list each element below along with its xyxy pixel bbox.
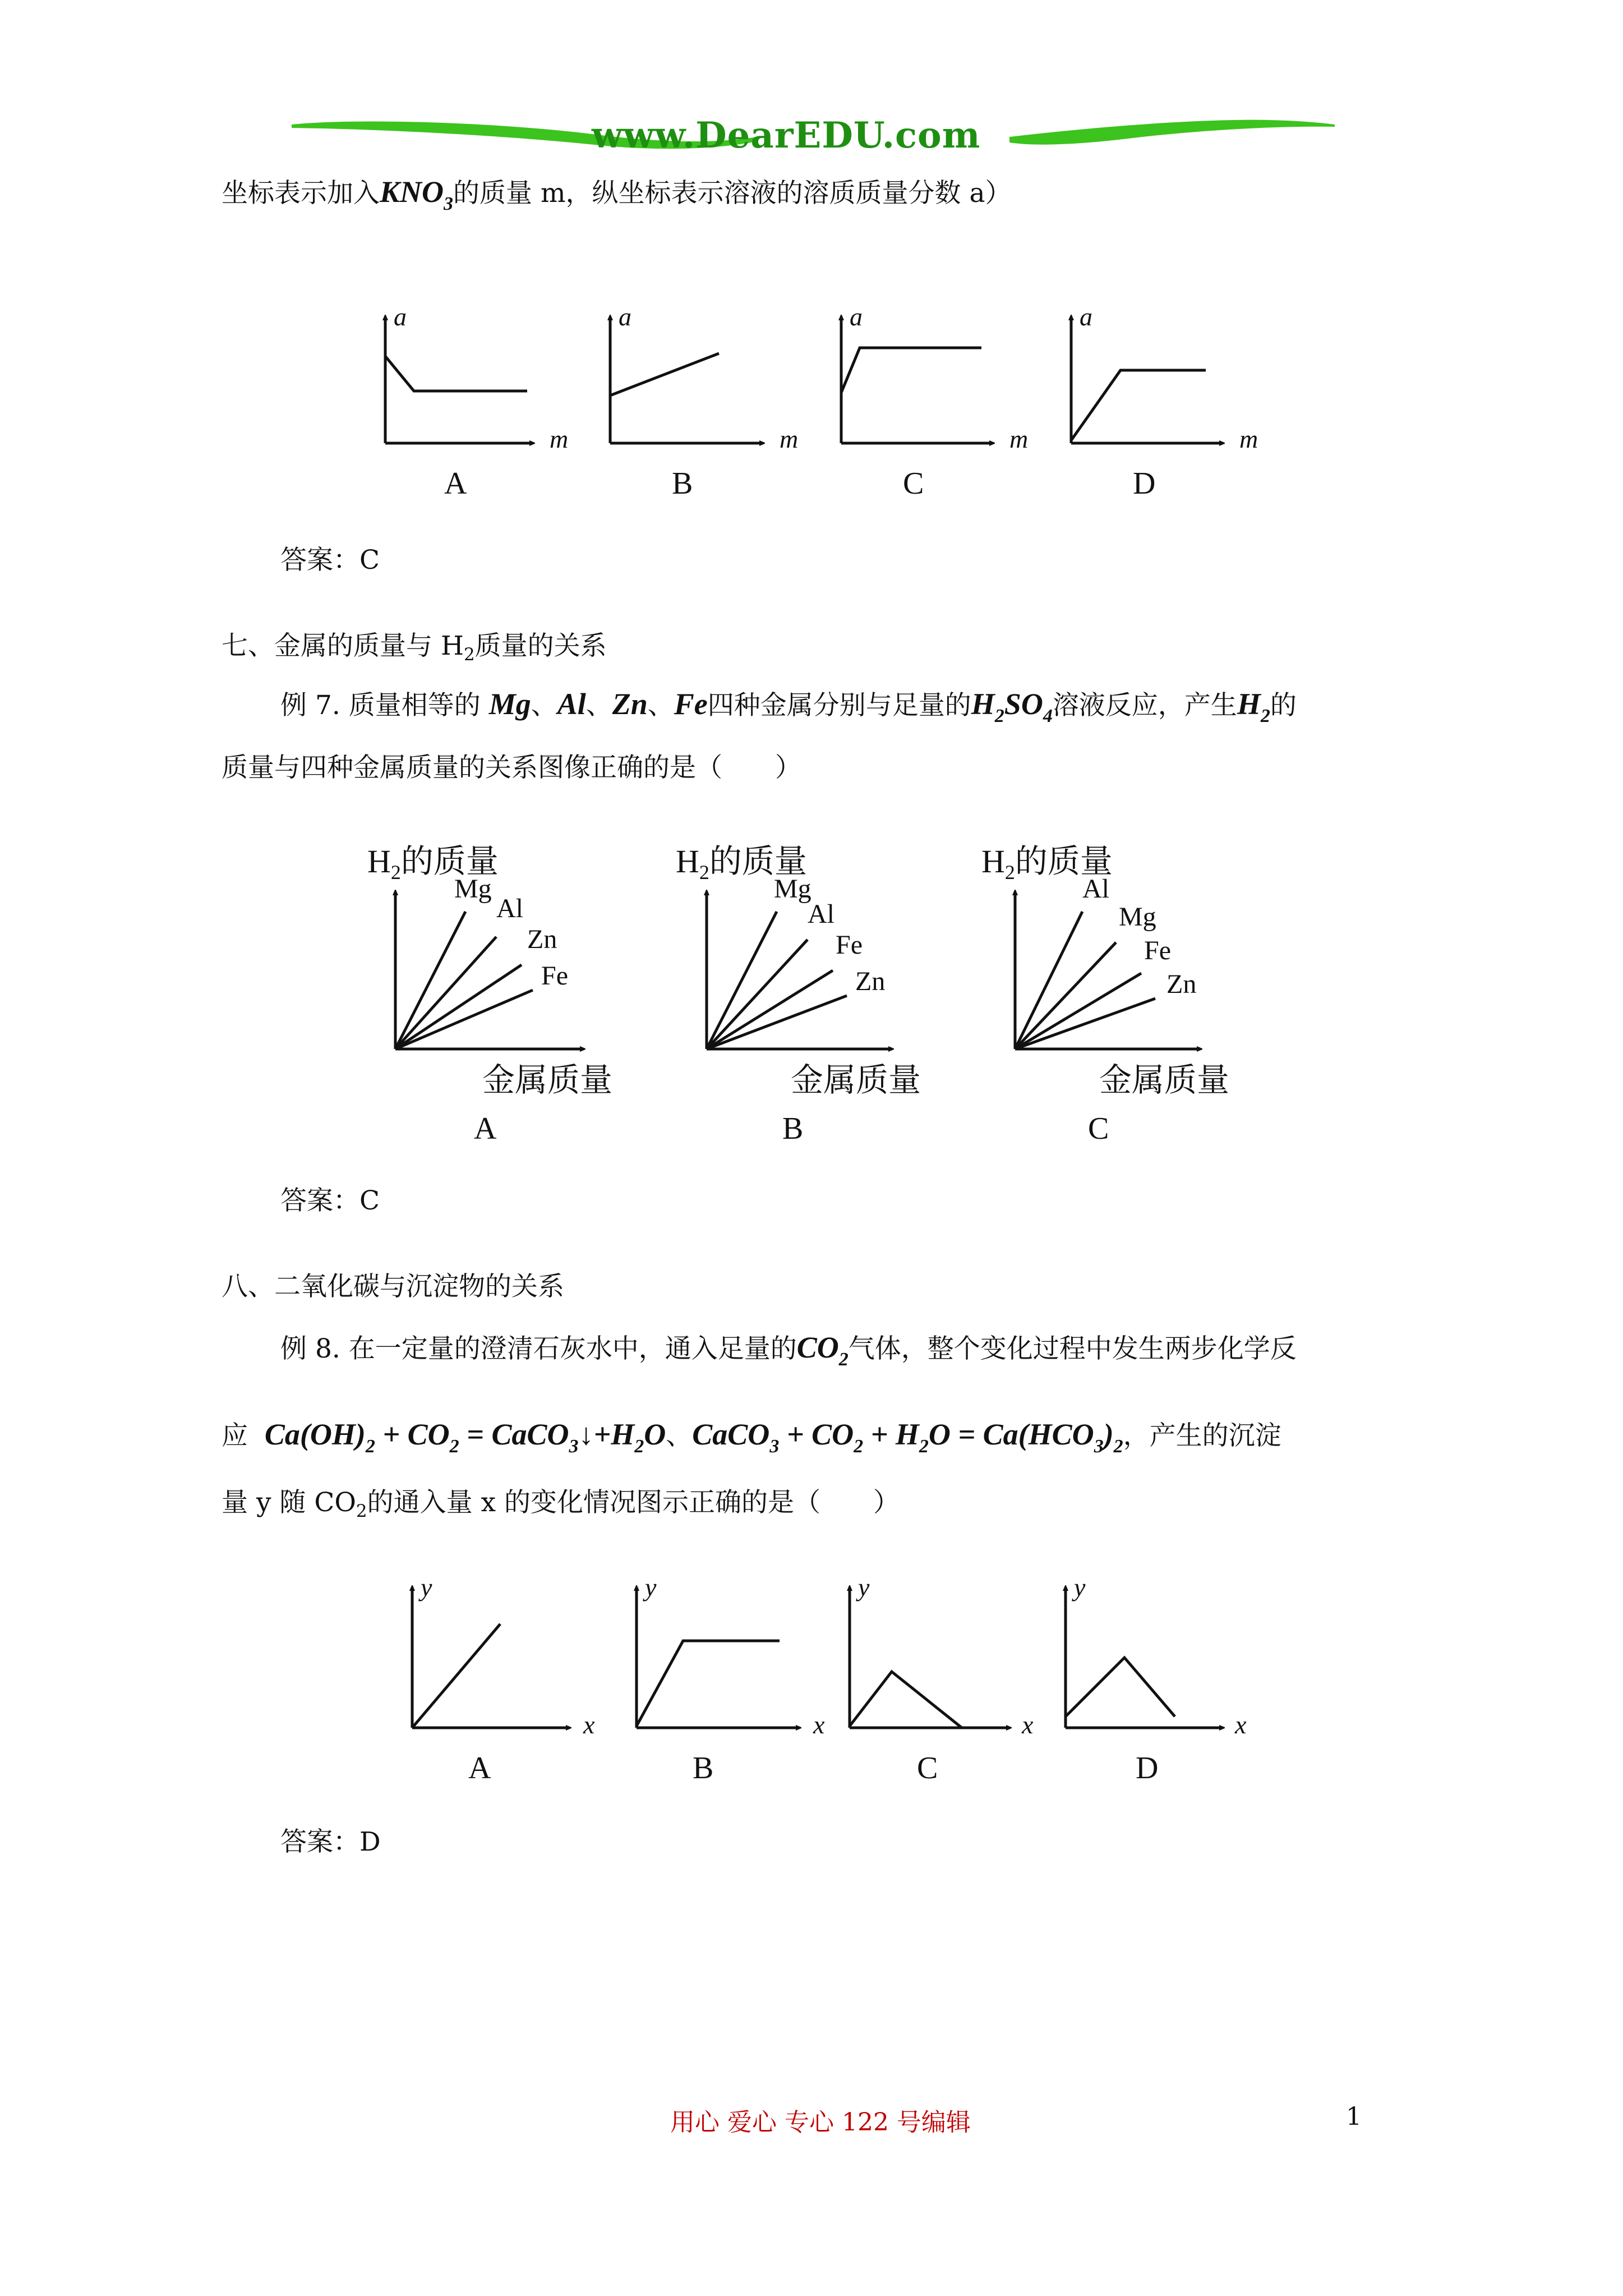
option-label-B: B xyxy=(693,1751,714,1786)
graph8-D xyxy=(1066,1588,1223,1728)
formula-al: Al xyxy=(557,687,586,721)
graph6-B xyxy=(610,317,763,443)
option-label-C: C xyxy=(917,1751,938,1786)
section8-heading: 八、二氧化碳与沉淀物的关系 xyxy=(222,1271,564,1302)
line-label: Mg xyxy=(1119,902,1156,932)
graph8-B xyxy=(637,1588,799,1728)
figure7-graphs xyxy=(359,830,1267,1156)
option-label-B: B xyxy=(782,1111,804,1146)
example7-line1: 例 7. 质量相等的 Mg、Al、Zn、Fe四种金属分别与足量的$H_2SO_4$溶液反应，产生$H_2$的 xyxy=(280,687,1297,726)
y-axis-label: y xyxy=(645,1573,657,1602)
x-axis-label: m xyxy=(780,425,799,453)
reaction-equation-1: $Ca(OH)_2 + CO_2$ = $CaCO_3↓+H_2O$ xyxy=(264,1418,666,1457)
y-axis-label: y xyxy=(1074,1573,1086,1602)
curve-A xyxy=(412,1624,500,1728)
example8-line3: 量 y 随 $CO_2$的通入量 x 的变化情况图示正确的是（ ） xyxy=(222,1487,900,1521)
curve-B xyxy=(610,353,719,395)
footer-text: 用心 爱心 专心 122 号编辑 xyxy=(670,2108,971,2137)
line-label: Fe xyxy=(1144,936,1171,965)
graph6-D xyxy=(1071,317,1223,443)
line-label: Al xyxy=(496,894,523,923)
graph8-C xyxy=(850,1588,1009,1728)
y-axis-label: $H_2$的质量 xyxy=(367,843,499,884)
line-label: Fe xyxy=(836,930,863,960)
option-label-D: D xyxy=(1136,1751,1159,1786)
line-label: Mg xyxy=(774,874,811,904)
y-axis-label: $H_2$的质量 xyxy=(981,843,1113,884)
curve-A xyxy=(385,356,527,391)
formula-fe: Fe xyxy=(674,687,708,721)
example7-line2: 质量与四种金属质量的关系图像正确的是（ ） xyxy=(222,752,801,783)
formula-h2so4: $H_2SO_4$ xyxy=(971,687,1053,726)
option-label-C: C xyxy=(1088,1111,1109,1146)
x-axis-label: x xyxy=(813,1710,825,1739)
figure8-graphs xyxy=(381,1568,1279,1792)
text: 的质量 m，纵坐标表示溶液的溶质质量分数 a） xyxy=(453,178,1012,209)
option-label-D: D xyxy=(1133,466,1156,501)
curve-B xyxy=(637,1641,780,1726)
graph6-A xyxy=(385,317,533,443)
option-label-A: A xyxy=(468,1751,491,1786)
option-label-A: A xyxy=(474,1111,497,1146)
line-label: Zn xyxy=(855,967,886,996)
answer6: 答案：C xyxy=(280,545,380,576)
formula-mg: Mg xyxy=(488,687,531,721)
curve-C xyxy=(841,348,981,393)
formula-co2: $CO_2$ xyxy=(796,1331,849,1370)
x-axis-label: x xyxy=(1235,1710,1247,1739)
y-axis-label: a xyxy=(394,302,407,331)
x-axis-label: 金属质量 xyxy=(1099,1062,1230,1098)
site-logo-text: www.DearEDU.com xyxy=(592,114,981,157)
curve-D xyxy=(1071,370,1206,440)
reaction-equation-2: CaCO$_3$ + $CO_2 + H_2O = Ca(HCO_3)_2$ xyxy=(692,1418,1123,1457)
graph8-A xyxy=(412,1588,569,1728)
answer8: 答案：D xyxy=(280,1826,381,1857)
line-label: Al xyxy=(808,899,834,929)
x-axis-label: m xyxy=(1239,425,1258,453)
y-axis-label: a xyxy=(1080,302,1092,331)
formula-zn: Zn xyxy=(612,687,648,721)
x-axis-label: 金属质量 xyxy=(791,1062,921,1098)
option-label-C: C xyxy=(903,466,924,501)
x-axis-label: m xyxy=(1009,425,1029,453)
x-axis-label: x xyxy=(1022,1710,1034,1739)
answer7: 答案：C xyxy=(280,1185,380,1216)
option-label-B: B xyxy=(672,466,693,501)
figure6-graphs xyxy=(348,297,1312,505)
line-label: Mg xyxy=(454,874,492,904)
right-swoosh xyxy=(1009,120,1335,145)
y-axis-label: a xyxy=(850,302,863,331)
curve-C xyxy=(850,1672,962,1728)
line-label: Fe xyxy=(541,961,568,991)
y-axis-label: $H_2$的质量 xyxy=(676,843,807,884)
line-label: Zn xyxy=(527,924,557,954)
line-label: Al xyxy=(1082,874,1109,904)
line-label: Zn xyxy=(1166,969,1197,999)
page-number: 1 xyxy=(1346,2102,1362,2131)
option-label-A: A xyxy=(444,466,467,501)
x-axis-label: x xyxy=(583,1710,595,1739)
section7-heading: 七、金属的质量与 $H_2$质量的关系 xyxy=(222,631,607,665)
text: 坐标表示加入 xyxy=(222,178,380,209)
y-axis-label: a xyxy=(619,302,631,331)
x-axis-label: 金属质量 xyxy=(482,1062,613,1098)
curve-D xyxy=(1066,1658,1175,1717)
graph6-C xyxy=(841,317,993,443)
example8-equation-line: 应 $Ca(OH)_2 + CO_2$ = $CaCO_3↓+H_2O$、CaCO$_3$ + $CO_2 + H_2O = Ca(HCO_3)_2$，产生的沉淀 xyxy=(222,1418,1281,1457)
y-axis-label: y xyxy=(421,1573,432,1602)
formula-kno3: $KNO_3$ xyxy=(380,175,454,214)
y-axis-label: y xyxy=(858,1573,870,1602)
formula-h2: $H_2$ xyxy=(1237,687,1270,726)
question6-line xyxy=(222,177,1011,214)
example8-line1: 例 8. 在一定量的澄清石灰水中，通入足量的$CO_2$气体，整个变化过程中发生两步化学反 xyxy=(280,1331,1297,1370)
x-axis-label: m xyxy=(550,425,569,453)
